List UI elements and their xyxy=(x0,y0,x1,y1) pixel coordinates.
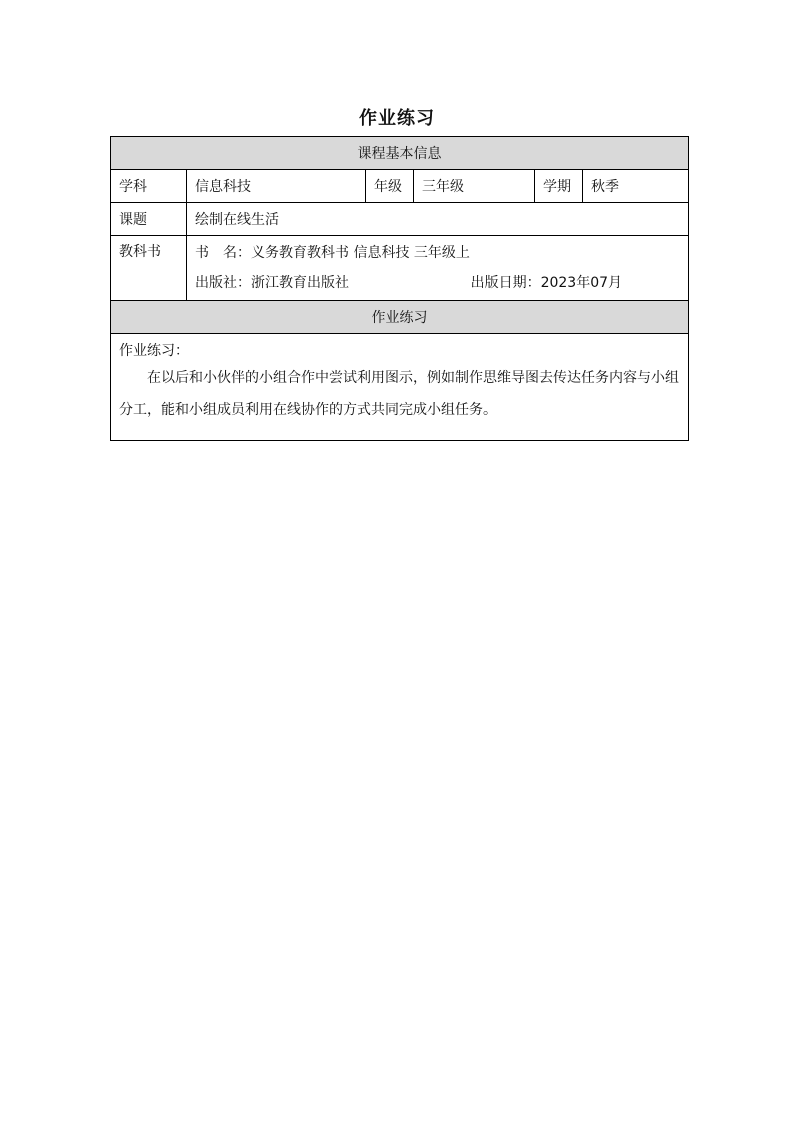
subject-label: 学科 xyxy=(111,170,187,203)
term-label: 学期 xyxy=(535,170,583,203)
topic-value: 绘制在线生活 xyxy=(187,203,689,236)
book-name-line: 书 名：义务教育教科书 信息科技 三年级上 xyxy=(195,245,470,261)
textbook-info xyxy=(187,236,689,301)
homework-text: 在以后和小伙伴的小组合作中尝试利用图示，例如制作思维导图去传达任务内容与小组分工，能和小组成员利用在线协作的方式共同完成小组任务。 xyxy=(119,370,679,418)
subject-value: 信息科技 xyxy=(187,170,366,203)
publisher-line: 出版社：浙江教育出版社 xyxy=(195,275,349,291)
section-header-basic-info: 课程基本信息 xyxy=(111,137,689,170)
homework-cell xyxy=(111,334,689,441)
textbook-label: 教科书 xyxy=(111,236,187,301)
homework-label: 作业练习： xyxy=(119,343,189,359)
grade-label: 年级 xyxy=(366,170,414,203)
term-value: 秋季 xyxy=(583,170,689,203)
topic-label: 课题 xyxy=(111,203,187,236)
publisher-row xyxy=(195,268,680,298)
page-title: 作业练习 xyxy=(359,108,435,129)
pubdate-line: 出版日期：2023年07月 xyxy=(470,275,623,291)
section-header-homework: 作业练习 xyxy=(111,301,689,334)
grade-value: 三年级 xyxy=(414,170,535,203)
course-info-table xyxy=(110,136,689,441)
